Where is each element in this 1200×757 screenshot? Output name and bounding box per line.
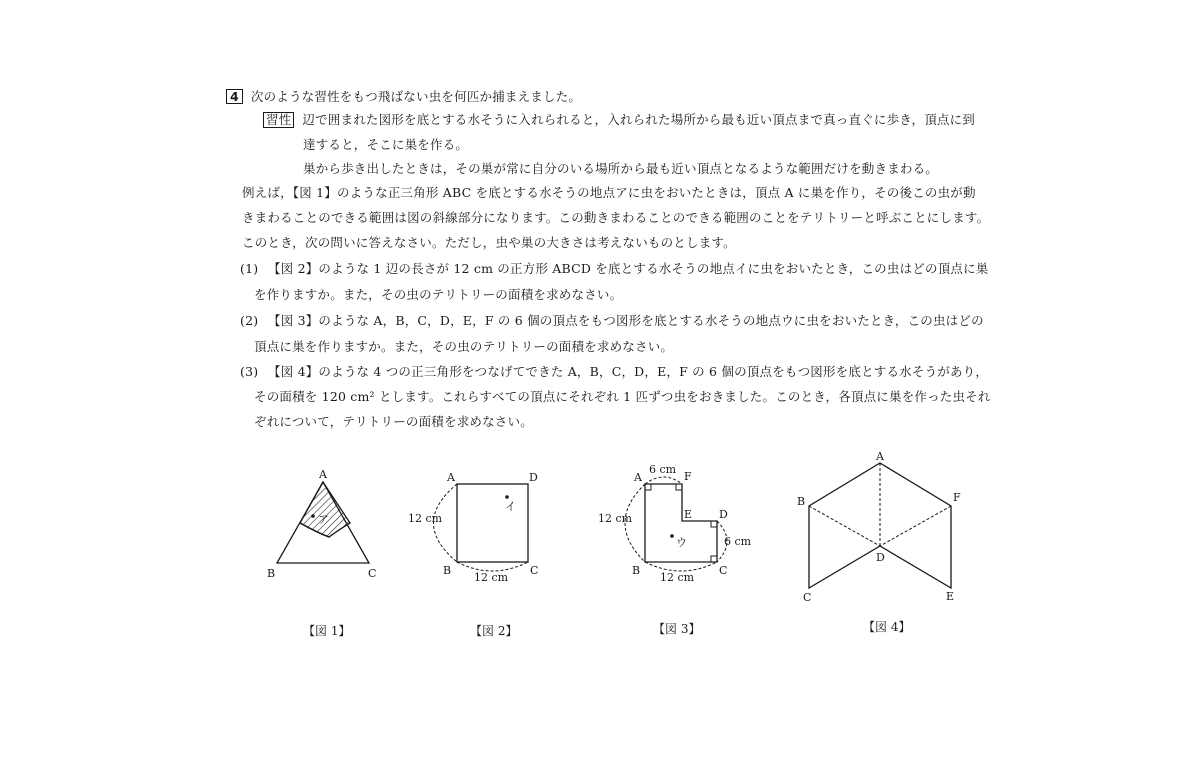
fig1-caption: 【図 1】 [303, 624, 351, 638]
fig2-side-left: 12 cm [408, 512, 443, 525]
question-1-label: (1) [240, 261, 259, 276]
fig3-top-length: 6 cm [649, 463, 677, 476]
figure-4 [797, 450, 961, 634]
fig3-bottom-dimension-arc [645, 562, 717, 571]
example-line-2: きまわることのできる範囲は図の斜線部分になります。この動きまわることのできる範囲のことをテリトリーと呼ぶことにします。 [242, 210, 990, 225]
question-3-line-3: ぞれについて，テリトリーの面積を求めなさい。 [254, 414, 533, 429]
fig3-label-B: B [632, 564, 641, 577]
fig2-label-C: C [530, 564, 539, 577]
fig4-label-B: B [797, 495, 806, 508]
fig4-label-F: F [953, 491, 961, 504]
habit-line-3: 巣から歩き出したときは，その巣が常に自分のいる場所から最も近い頂点となるような範囲だけを動きまわる。 [303, 161, 939, 176]
fig4-label-A: A [876, 450, 884, 463]
fig1-label-A: A [319, 468, 327, 481]
fig3-point [670, 534, 674, 538]
fig3-right-angle-C [711, 556, 717, 562]
fig3-label-A: A [634, 471, 642, 484]
fig4-label-C: C [803, 591, 812, 604]
figure-1 [267, 468, 376, 638]
fig3-label-F: F [684, 470, 692, 483]
question-2-line-1: 【図 3】のような A，B，C，D，E，F の 6 個の頂点をもつ図形を底とする水そうの地点ウに虫をおいたとき，この虫はどの [268, 313, 984, 328]
fig4-label-E: E [946, 590, 955, 603]
fig2-caption: 【図 2】 [470, 624, 518, 638]
fig2-square [457, 484, 528, 562]
question-3-line-1: 【図 4】のような 4 つの正三角形をつなげてできた A，B，C，D，E，F の 6 個の頂点をもつ図形を底とする水そうがあり， [268, 364, 989, 379]
fig3-left-length: 12 cm [598, 512, 633, 525]
fig2-label-A: A [447, 471, 455, 484]
fig2-bottom-dimension-arc [457, 562, 528, 571]
question-1-line-1: 【図 2】のような 1 辺の長さが 12 cm の正方形 ABCD を底とする水そうの地点イに虫をおいたとき，この虫はどの頂点に巣 [268, 261, 989, 276]
question-3-label: (3) [240, 364, 259, 379]
figure-2 [408, 471, 538, 638]
fig2-label-D: D [529, 471, 538, 484]
fig3-label-D: D [719, 508, 728, 521]
fig2-point-label: イ [505, 500, 516, 513]
fig3-label-E: E [684, 508, 693, 521]
habit-text-1: 辺で囲まれた図形を底とする水そうに入れられると，入れられた場所から最も近い頂点まで真っ直ぐに歩き，頂点に到 [302, 112, 976, 127]
fig3-right-angle-D [711, 521, 717, 527]
fig3-right-length: 6 cm [724, 535, 752, 548]
fig4-dashed-BD [809, 506, 880, 546]
fig1-point [311, 514, 315, 518]
fig1-label-C: C [368, 567, 377, 580]
fig3-label-C: C [719, 564, 728, 577]
fig4-caption: 【図 4】 [863, 620, 911, 634]
question-2-line-2: 頂点に巣を作りますか。また，その虫のテリトリーの面積を求めなさい。 [254, 339, 674, 354]
fig1-point-label: ア [318, 513, 329, 526]
fig3-shape [645, 484, 717, 562]
fig4-label-D: D [876, 551, 885, 564]
habit-line-2: 達すると，そこに巣を作る。 [303, 137, 469, 152]
question-1-line-2: を作りますか。また，その虫のテリトリーの面積を求めなさい。 [254, 287, 623, 302]
fig2-side-bottom: 12 cm [474, 571, 509, 584]
fig3-right-angle-F [676, 484, 682, 490]
fig1-label-B: B [267, 567, 276, 580]
fig3-right-angle-A [645, 484, 651, 490]
fig1-territory-hatch [300, 482, 350, 537]
fig2-label-B: B [443, 564, 452, 577]
fig3-bottom-length: 12 cm [660, 571, 695, 584]
question-3-line-2: その面積を 120 cm² とします。これらすべての頂点にそれぞれ 1 匹ずつ虫をおきました。このとき，各頂点に巣を作った虫それ [254, 389, 991, 404]
figure-3 [598, 463, 752, 636]
fig3-top-dimension-arc [645, 477, 682, 484]
question-2-label: (2) [240, 313, 259, 328]
example-line-3: このとき，次の問いに答えなさい。ただし，虫や巣の大きさは考えないものとします。 [242, 235, 736, 250]
example-line-1: 例えば，【図 1】のような正三角形 ABC を底とする水そうの地点アに虫をおいたときは，頂点 A に巣を作り，その後この虫が動 [242, 185, 976, 200]
problem-intro: 次のような習性をもつ飛ばない虫を何匹か捕まえました。 [250, 89, 582, 104]
fig2-point [505, 495, 509, 499]
fig3-caption: 【図 3】 [653, 622, 701, 636]
problem-number: 4 [226, 89, 243, 104]
habit-tag: 習性 [263, 112, 294, 128]
fig4-dashed-FD [880, 506, 951, 546]
fig3-point-label: ウ [676, 536, 687, 549]
